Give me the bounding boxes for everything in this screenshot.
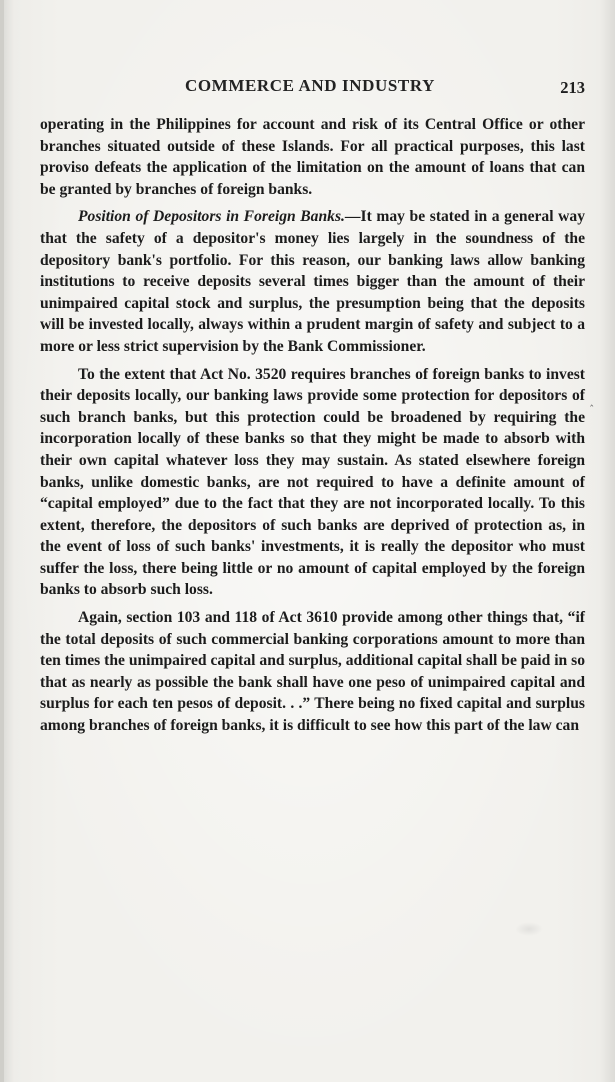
section-heading-depositors: Position of Depositors in Foreign Banks. <box>78 208 345 226</box>
paragraph-act-3610: Again, section 103 and 118 of Act 3610 provide among other things that, “if the total deposits of such commercial banking corporations amount to more than ten times the unimpaired capital and surplus, additional capital shall be paid in so that as nearly as possible the bank shall have one peso of unimpaired capital and surplus for each ten pesos of deposit. . .” There being no fixed capital and surplus among branches of foreign banks, it is difficult to see how this part of the law can <box>40 609 585 735</box>
page-number: 213 <box>560 78 585 97</box>
page-body <box>40 114 585 737</box>
paragraph-act-3520: To the extent that Act No. 3520 requires branches of foreign banks to invest their deposits locally, our banking laws provide some protection for depositors of such branch banks, but this protection could be broadened by requiring the incorporation locally of these banks so that they might be made to absorb with their own capital whatever loss they may sustain. As stated elsewhere foreign banks, unlike domestic banks, are not required to have a definite amount of “capital employed” due to the fact that they are not incorporated locally. To this extent, therefore, the depositors of such banks are deprived of protection as, in the event of loss of such banks' investments, it is really the depositor who must suffer the loss, there being little or no amount of capital employed by the foreign banks to absorb such loss. <box>40 365 585 599</box>
paragraph-continued: operating in the Philippines for account and risk of its Central Office or other branches situated outside of these Islands. For all practical purposes, this last proviso defeats the application of the limitation on the amount of loans that can be granted by branches of foreign banks. <box>40 116 585 198</box>
paragraph-depositors <box>40 206 585 357</box>
paragraph-depositors-text: —It may be stated in a general way that the safety of a depositor's money lies largely in the soundness of the depository bank's portfolio. For this reason, our banking laws allow banking institutions to receive deposits several times bigger than the amount of their unimpaired capital stock and surplus, the presumption being that the deposits will be invested locally, always within a prudent margin of safety and subject to a more or less strict supervision by the Bank Commissioner. <box>40 208 586 355</box>
page-edge-shadow <box>0 0 4 1082</box>
page-header <box>40 76 585 102</box>
page-smudge <box>515 922 543 936</box>
margin-mark: ‸ <box>590 396 594 407</box>
running-head: COMMERCE AND INDUSTRY <box>184 76 435 95</box>
